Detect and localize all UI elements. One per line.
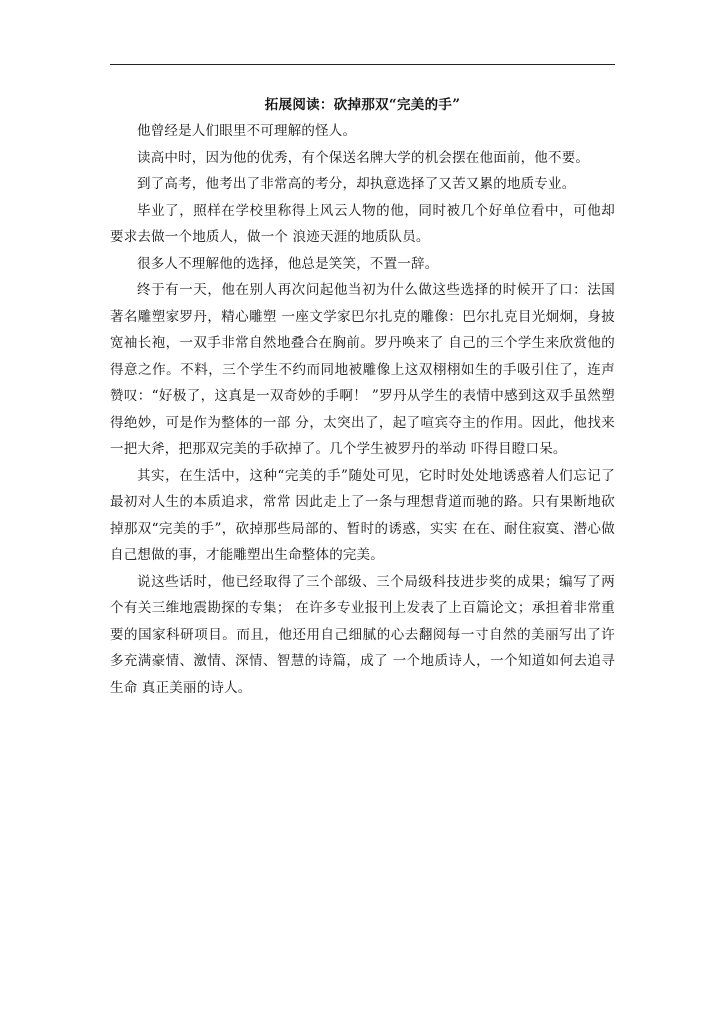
article-title: 拓展阅读：砍掉那双“完美的手” bbox=[264, 97, 461, 113]
paragraph: 很多人不理解他的选择，他总是笑笑，不置一辞。 bbox=[137, 255, 439, 272]
document-body bbox=[110, 92, 615, 701]
paragraph: 读高中时，因为他的优秀，有个保送名牌大学的机会摆在他面前，他不要。 bbox=[137, 149, 590, 166]
header-rule bbox=[110, 64, 615, 65]
paragraph: 说这些话时，他已经取得了三个部级、三个局级科技进步奖的成果；编写了两个有关三维地震勘探的专集； 在许多专业报刊上发表了上百篇论文；承担着非常重要的国家科研项目。而且，他还用自己细腻的心去翻阅每一寸自然的美丽写出了许多充满豪情、激情、深情、智慧的诗篇，成了 一个地质诗人，一个知道如何去追寻生命 真正美丽的诗人。 bbox=[110, 573, 615, 696]
paragraph: 毕业了，照样在学校里称得上风云人物的他，同时被几个好单位看中，可他却要求去做一个地质人，做一个 浪迹天涯的地质队员。 bbox=[110, 202, 615, 245]
paragraph: 其实，在生活中，这种“完美的手”随处可见，它时时处处地诱惑着人们忘记了最初对人生的本质追求，常常 因此走上了一条与理想背道而驰的路。只有果断地砍掉那双“完美的手”，砍掉那些局部的、暂时的诱惑，实实 在在、耐住寂寞、潜心做自己想做的事，才能雕塑出生命整体的完美。 bbox=[110, 467, 615, 563]
paragraph: 到了高考，他考出了非常高的考分，却执意选择了又苦又累的地质专业。 bbox=[137, 176, 576, 192]
paragraph: 他曾经是人们眼里不可理解的怪人。 bbox=[137, 123, 357, 139]
paragraph: 终于有一天，他在别人再次问起他当初为什么做这些选择的时候开了口：法国著名雕塑家罗丹，精心雕塑 一座文学家巴尔扎克的雕像：巴尔扎克目光炯炯，身披宽袖长袍，一双手非常自然地叠合在胸前。罗丹唤来了 自己的三个学生来欣赏他的得意之作。不料，三个学生不约而同地被雕像上这双栩栩如生的手吸引住了，连声 赞叹：“好极了，这真是一双奇妙的手啊！ ”罗丹从学生的表情中感到这双手虽然塑得绝妙，可是作为整体的一部 分，太突出了，起了喧宾夺主的作用。因此，他找来一把大斧，把那双完美的手砍掉了。几个学生被罗丹的举动 吓得目瞪口呆。 bbox=[110, 282, 615, 457]
